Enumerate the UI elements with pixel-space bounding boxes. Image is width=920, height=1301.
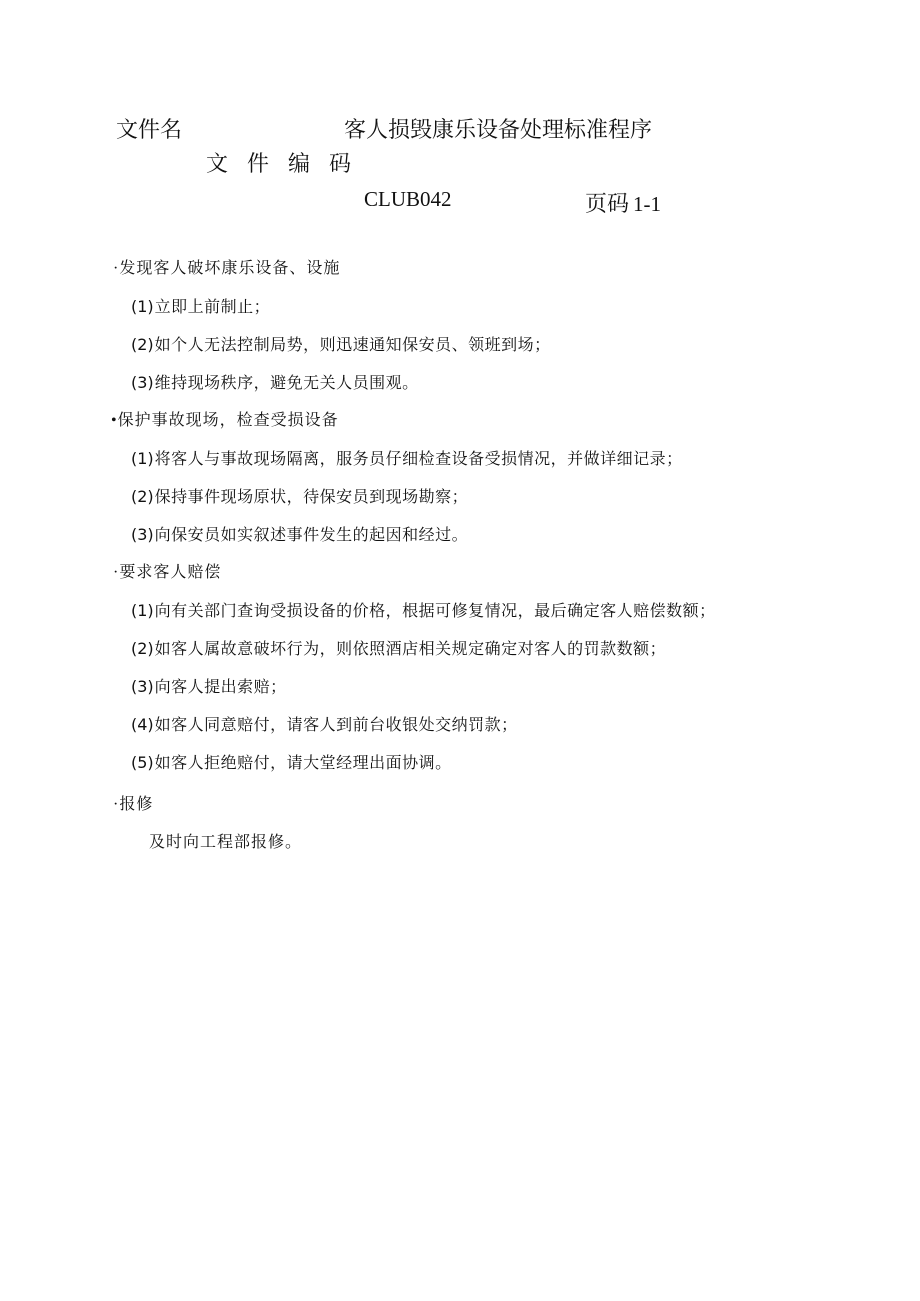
- file-name-label: 文件名: [116, 118, 183, 143]
- list-item: [131, 446, 683, 469]
- list-item: [131, 522, 468, 545]
- page-value: 1-1: [633, 192, 662, 216]
- list-item: [131, 636, 666, 659]
- step-number: (3): [131, 677, 154, 696]
- file-code-value: CLUB042: [364, 187, 452, 211]
- section-heading: ·要求客人赔偿: [113, 564, 222, 581]
- section-text: 及时向工程部报修。: [149, 834, 303, 851]
- step-text: 如客人属故意破坏行为，则依照酒店相关规定确定对客人的罚款数额；: [154, 641, 667, 658]
- list-item: [131, 674, 287, 697]
- step-number: (1): [131, 601, 154, 620]
- step-text: 如个人无法控制局势，则迅速通知保安员、领班到场；: [154, 337, 551, 354]
- page-label: 页码: [585, 192, 630, 217]
- step-number: (1): [131, 449, 154, 468]
- list-item: [131, 370, 419, 393]
- step-text: 维持现场秩序，避免无关人员围观。: [154, 375, 419, 392]
- step-text: 保持事件现场原状，待保安员到现场勘察；: [154, 489, 469, 506]
- file-title: 客人损毁康乐设备处理标准程序: [344, 118, 653, 143]
- page-number: [585, 187, 661, 218]
- step-number: (2): [131, 639, 154, 658]
- step-number: (3): [131, 373, 154, 392]
- step-number: (2): [131, 487, 154, 506]
- step-number: (5): [131, 753, 154, 772]
- step-text: 将客人与事故现场隔离，服务员仔细检查设备受损情况，并做详细记录；: [154, 451, 683, 468]
- step-text: 向有关部门查询受损设备的价格，根据可修复情况，最后确定客人赔偿数额；: [154, 603, 716, 620]
- step-text: 如客人拒绝赔付，请大堂经理出面协调。: [154, 755, 452, 772]
- section-heading: •保护事故现场，检查受损设备: [111, 412, 339, 429]
- list-item: [131, 712, 518, 735]
- step-text: 立即上前制止；: [154, 299, 271, 316]
- list-item: [131, 332, 551, 355]
- file-code-label: 文 件 编 码: [206, 152, 357, 177]
- step-text: 如客人同意赔付，请客人到前台收银处交纳罚款；: [154, 717, 518, 734]
- step-text: 向保安员如实叙述事件发生的起因和经过。: [154, 527, 469, 544]
- step-number: (2): [131, 335, 154, 354]
- section-heading: ·发现客人破坏康乐设备、设施: [113, 260, 341, 277]
- list-item: [131, 484, 468, 507]
- step-number: (1): [131, 297, 154, 316]
- list-item: [131, 598, 716, 621]
- step-number: (4): [131, 715, 154, 734]
- list-item: [131, 294, 270, 317]
- step-text: 向客人提出索赔；: [154, 679, 287, 696]
- list-item: [131, 750, 452, 773]
- section-heading: ·报修: [113, 796, 154, 813]
- step-number: (3): [131, 525, 154, 544]
